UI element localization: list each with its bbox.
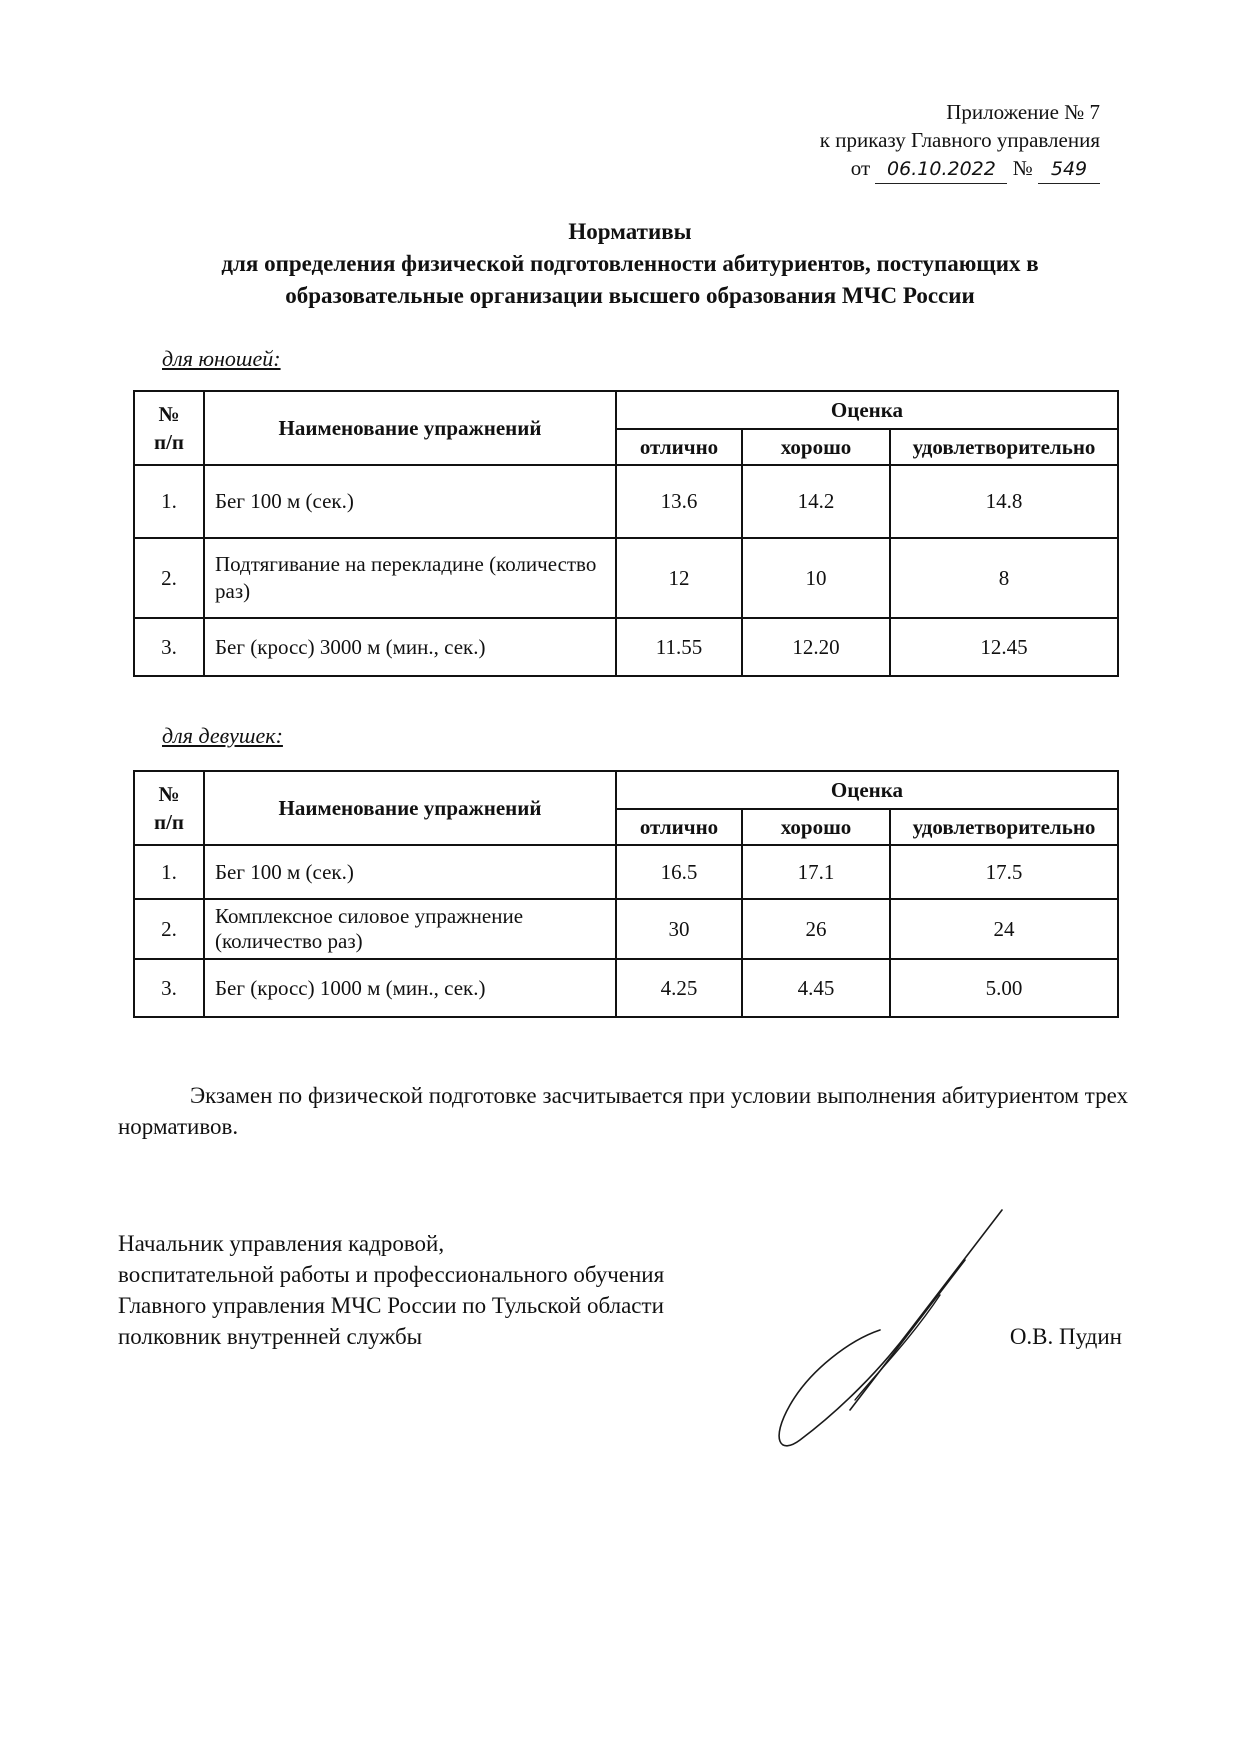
row-excellent: 12 xyxy=(616,538,742,618)
header-excellent: отлично xyxy=(616,809,742,845)
appendix-header xyxy=(770,98,1100,184)
header-grade: Оценка xyxy=(616,771,1118,809)
row-excellent: 11.55 xyxy=(616,618,742,676)
row-num: 1. xyxy=(134,465,204,538)
header-name: Наименование упражнений xyxy=(204,771,616,845)
header-grade: Оценка xyxy=(616,391,1118,429)
row-good: 14.2 xyxy=(742,465,890,538)
signer-position-line-2: воспитательной работы и профессионального обучения xyxy=(118,1262,665,1287)
row-good: 12.20 xyxy=(742,618,890,676)
row-good: 26 xyxy=(742,899,890,959)
norms-table-girls xyxy=(133,770,1119,1018)
header-num xyxy=(134,391,204,465)
appendix-date-line xyxy=(770,154,1100,184)
row-good: 17.1 xyxy=(742,845,890,899)
table-header-row xyxy=(134,391,1118,429)
title-heading: Нормативы xyxy=(568,219,692,244)
header-name: Наименование упражнений xyxy=(204,391,616,465)
header-num-abbr: п/п xyxy=(153,810,185,834)
order-number: 549 xyxy=(1038,155,1100,184)
row-exercise: Подтягивание на перекладине (количество раз) xyxy=(204,538,616,618)
row-exercise: Бег 100 м (сек.) xyxy=(204,465,616,538)
table-row xyxy=(134,465,1118,538)
header-num-symbol: № xyxy=(158,782,180,806)
row-satisfactory: 12.45 xyxy=(890,618,1118,676)
row-good: 4.45 xyxy=(742,959,890,1017)
number-label: № xyxy=(1012,156,1033,180)
row-excellent: 30 xyxy=(616,899,742,959)
row-exercise: Бег (кросс) 1000 м (мин., сек.) xyxy=(204,959,616,1017)
row-excellent: 13.6 xyxy=(616,465,742,538)
row-satisfactory: 24 xyxy=(890,899,1118,959)
title-line-2: для определения физической подготовленности абитуриентов, поступающих в xyxy=(221,251,1039,276)
table-row xyxy=(134,845,1118,899)
row-satisfactory: 5.00 xyxy=(890,959,1118,1017)
order-date: 06.10.2022 xyxy=(875,155,1007,184)
document-title xyxy=(110,216,1150,312)
row-exercise: Бег 100 м (сек.) xyxy=(204,845,616,899)
appendix-order-ref: к приказу Главного управления xyxy=(819,128,1100,152)
section-label-girls: для девушек: xyxy=(162,723,283,748)
from-label: от xyxy=(850,156,871,180)
row-num: 2. xyxy=(134,899,204,959)
header-good: хорошо xyxy=(742,809,890,845)
table-row xyxy=(134,538,1118,618)
table-header-row xyxy=(134,771,1118,809)
signer-rank: полковник внутренней службы xyxy=(118,1324,423,1349)
table-row xyxy=(134,618,1118,676)
header-satisfactory: удовлетворительно xyxy=(890,429,1118,465)
row-num: 2. xyxy=(134,538,204,618)
row-good: 10 xyxy=(742,538,890,618)
row-satisfactory: 8 xyxy=(890,538,1118,618)
row-satisfactory: 17.5 xyxy=(890,845,1118,899)
signer-position-line-1: Начальник управления кадровой, xyxy=(118,1231,445,1256)
header-excellent: отлично xyxy=(616,429,742,465)
signer-name: О.В. Пудин xyxy=(1009,1324,1122,1349)
signer-position-line-3: Главного управления МЧС России по Тульской области xyxy=(118,1293,664,1318)
handwritten-signature xyxy=(760,1200,1020,1460)
table-row xyxy=(134,899,1118,959)
appendix-title: Приложение № 7 xyxy=(946,100,1100,124)
table-row xyxy=(134,959,1118,1017)
exam-condition-text: Экзамен по физической подготовке засчитывается при условии выполнения абитуриентом трех нормативов. xyxy=(118,1083,1128,1139)
row-num: 3. xyxy=(134,618,204,676)
row-num: 1. xyxy=(134,845,204,899)
row-excellent: 4.25 xyxy=(616,959,742,1017)
header-num-symbol: № xyxy=(158,402,180,426)
row-exercise: Бег (кросс) 3000 м (мин., сек.) xyxy=(204,618,616,676)
section-label-boys: для юношей: xyxy=(162,346,281,371)
header-num xyxy=(134,771,204,845)
norms-table-boys xyxy=(133,390,1119,677)
header-satisfactory: удовлетворительно xyxy=(890,809,1118,845)
header-good: хорошо xyxy=(742,429,890,465)
row-excellent: 16.5 xyxy=(616,845,742,899)
row-satisfactory: 14.8 xyxy=(890,465,1118,538)
row-exercise: Комплексное силовое упражнение (количество раз) xyxy=(204,899,616,959)
row-num: 3. xyxy=(134,959,204,1017)
title-line-3: образовательные организации высшего образования МЧС России xyxy=(285,283,975,308)
header-num-abbr: п/п xyxy=(153,430,185,454)
